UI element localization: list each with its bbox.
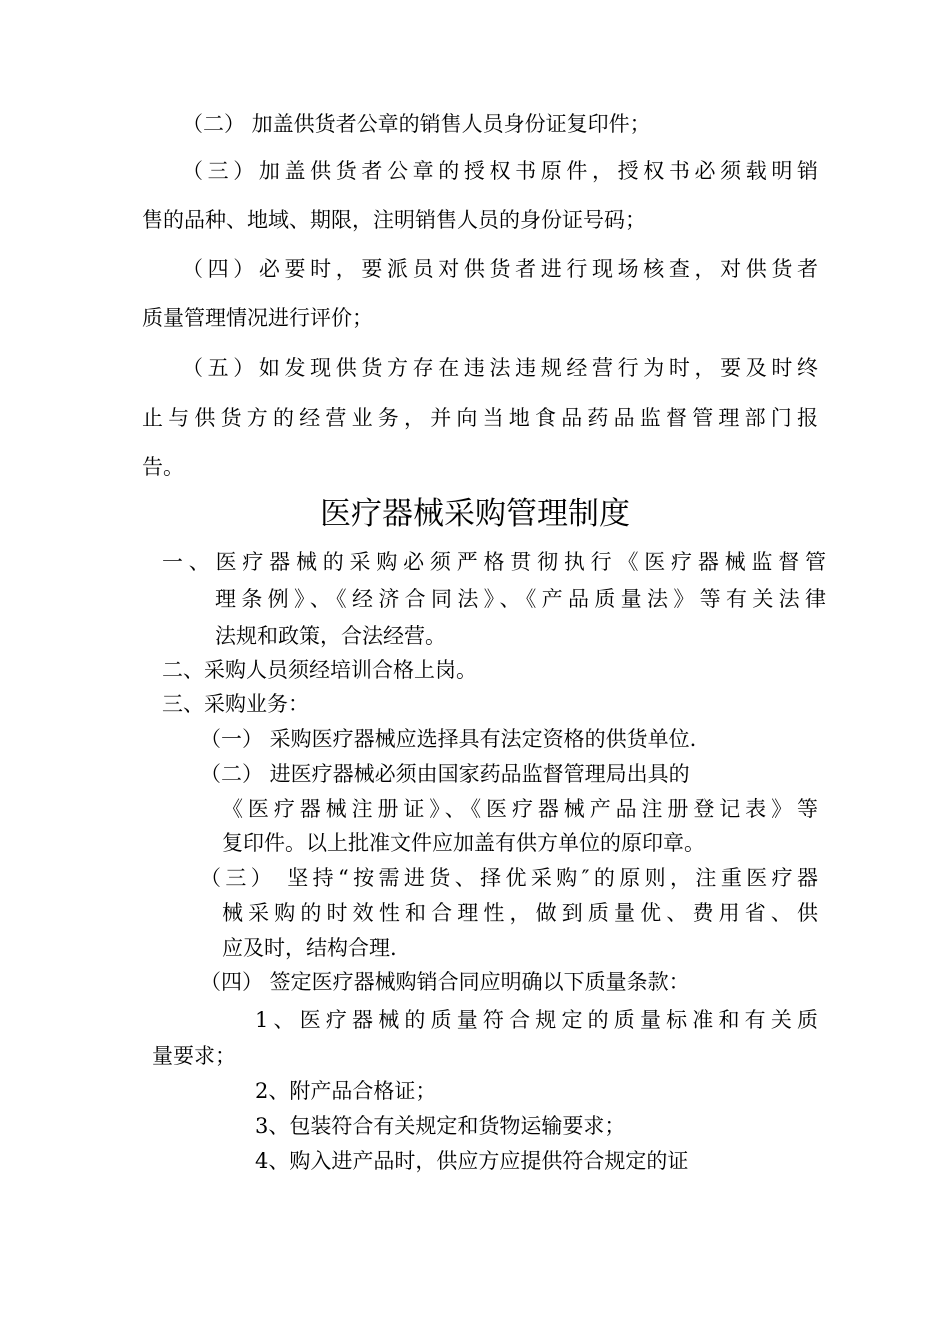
paragraph-line: （二） 加盖供货者公章的销售人员身份证复印件； (182, 112, 651, 136)
clause-line: 量要求； (152, 1044, 236, 1068)
item-line: （二） 进医疗器械必须由国家药品监督管理局出具的 (200, 762, 690, 786)
paragraph-line: 售的品种、地域、期限，注明销售人员的身份证号码； (142, 208, 646, 232)
paragraph-line: 告。 (142, 455, 184, 479)
rule-line: 二、采购人员须经培训合格上岗。 (162, 658, 477, 682)
paragraph-line: 质量管理情况进行评价； (142, 306, 373, 330)
item-line: 械采购的时效性和合理性，做到质量优、费用省、供 (222, 901, 818, 925)
item-line: 复印件。以上批准文件应加盖有供方单位的原印章。 (222, 831, 705, 855)
paragraph-line: （五）如发现供货方存在违法违规经营行为时，要及时终 (182, 356, 818, 380)
paragraph-line: 止与供货方的经营业务，并向当地食品药品监督管理部门报 (142, 406, 818, 430)
item-line: （一） 采购医疗器械应选择具有法定资格的供货单位. (200, 727, 697, 751)
item-line: 应及时，结构合理. (222, 936, 397, 960)
page-title: 医疗器械采购管理制度 (320, 496, 630, 532)
item-line: （三） 坚持“按需进货、择优采购″的原则，注重医疗器 (200, 866, 818, 890)
clause-line: 3、包装符合有关规定和货物运输要求； (255, 1114, 626, 1138)
rule-line: 一、医疗器械的采购必须严格贯彻执行《医疗器械监督管 (162, 550, 826, 574)
rule-line: 理条例》、《经济合同法》、《产品质量法》等有关法律 (215, 587, 826, 611)
item-line: 《医疗器械注册证》、《医疗器械产品注册登记表》等 (222, 797, 818, 821)
paragraph-line: （三）加盖供货者公章的授权书原件，授权书必须载明销 (182, 159, 818, 183)
clause-line: 2、附产品合格证； (255, 1079, 437, 1103)
item-line: （四） 签定医疗器械购销合同应明确以下质量条款： (200, 970, 690, 994)
rule-line: 法规和政策，合法经营。 (215, 624, 446, 648)
clause-line: 4、购入进产品时，供应方应提供符合规定的证 (255, 1149, 689, 1173)
clause-line: 1、医疗器械的质量符合规定的质量标准和有关质 (255, 1008, 818, 1032)
rule-line: 三、采购业务： (162, 692, 309, 716)
paragraph-line: （四）必要时，要派员对供货者进行现场核查，对供货者 (182, 257, 818, 281)
